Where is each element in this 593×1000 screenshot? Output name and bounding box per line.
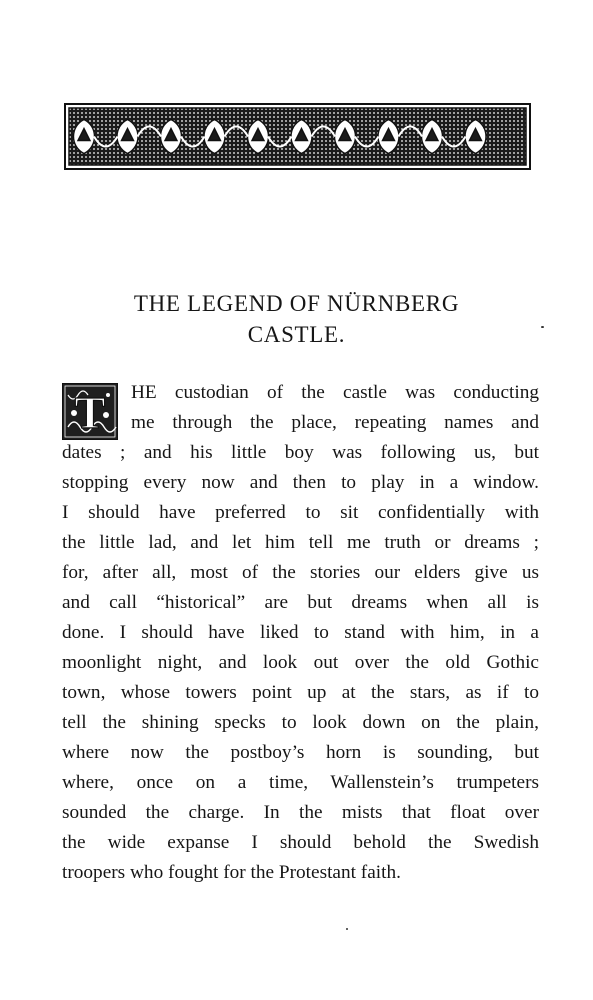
paper-speck — [541, 326, 544, 328]
ornament-motif — [422, 120, 443, 154]
chapter-title — [60, 288, 533, 350]
ornament-motif — [378, 120, 399, 154]
ornament-motif — [335, 120, 356, 154]
text-line: the little lad, and let him tell me truth or dreams ; — [62, 532, 539, 553]
ornament-motif — [161, 120, 182, 154]
text-line: done. I should have liked to stand with him, in a — [62, 622, 539, 643]
decorative-headpiece-ornament — [64, 103, 531, 170]
ornament-motif — [204, 120, 225, 154]
text-line: me through the place, repeating names and — [131, 412, 539, 433]
text-line: and call “historical” are but dreams when all is — [62, 592, 539, 613]
body-paragraph — [62, 378, 539, 888]
ornament-motif — [465, 120, 486, 154]
drop-cap-letter: T — [74, 387, 106, 438]
text-line: dates ; and his little boy was following us, but — [62, 442, 539, 463]
text-line: town, whose towers point up at the stars, as if to — [62, 682, 539, 703]
text-line: HE custodian of the castle was conducting — [131, 382, 539, 403]
text-line: for, after all, most of the stories our elders give us — [62, 562, 539, 583]
text-line: I should have preferred to sit confidentially with — [62, 502, 539, 523]
ornament-motif — [248, 120, 269, 154]
chapter-title-line-1: THE LEGEND OF NÜRNBERG — [133, 291, 460, 316]
text-line: stopping every now and then to play in a window. — [62, 472, 539, 493]
paper-speck — [346, 928, 348, 930]
ornament-motif — [117, 120, 138, 154]
ornament-motif — [291, 120, 312, 154]
text-line: the wide expanse I should behold the Swedish — [62, 832, 539, 853]
text-line: moonlight night, and look out over the old Gothic — [62, 652, 539, 673]
text-line: where now the postboy’s horn is sounding, but — [62, 742, 539, 763]
text-line: where, once on a time, Wallenstein’s trumpeters — [62, 772, 539, 793]
chapter-title-line-2: CASTLE. — [247, 322, 346, 347]
text-line: tell the shining specks to look down on the plain, — [62, 712, 539, 733]
text-line: sounded the charge. In the mists that float over — [62, 802, 539, 823]
ornament-motif — [74, 120, 95, 154]
text-line: troopers who fought for the Protestant faith. — [62, 862, 401, 883]
